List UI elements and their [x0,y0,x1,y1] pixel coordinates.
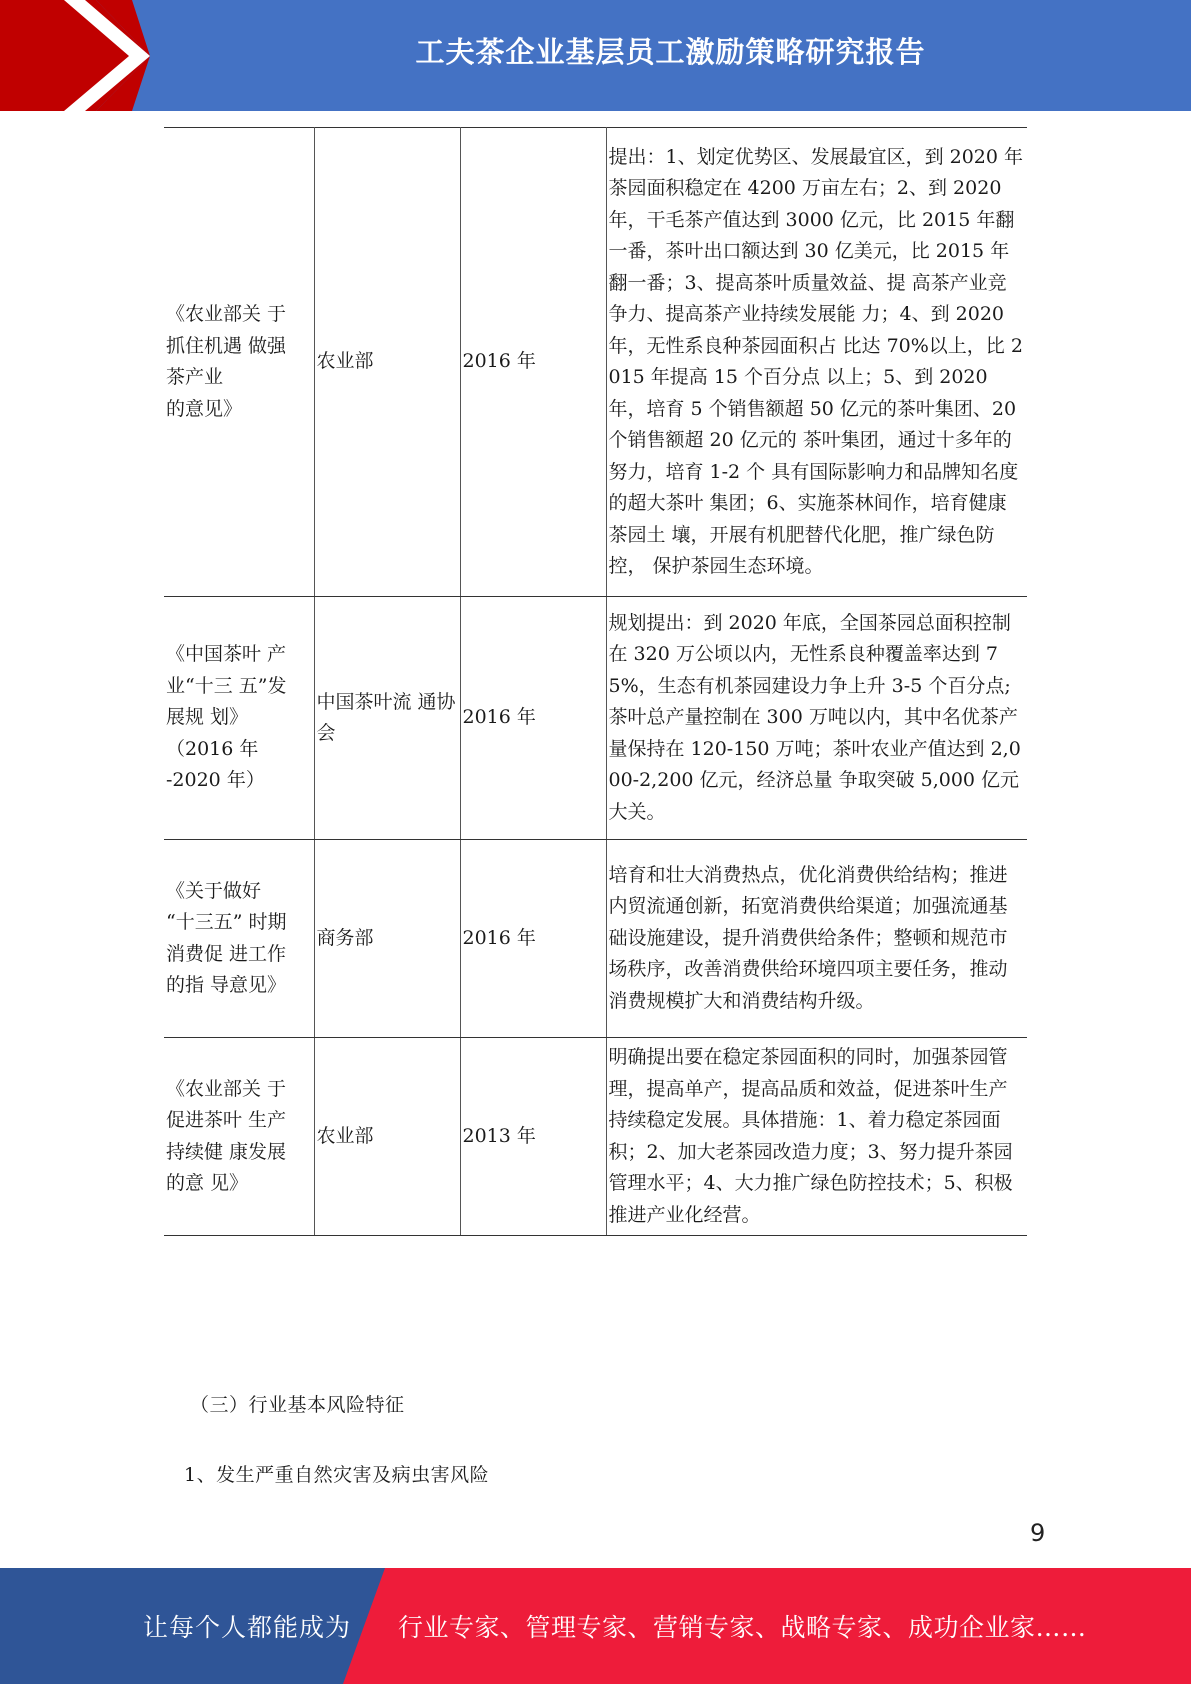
page-footer-banner [0,1568,1191,1684]
page-title: 工夫茶企业基层员工激励策略研究报告 [415,34,926,69]
policy-table [164,127,1027,1236]
year-cell: 2016 年 [460,840,606,1038]
footer-slogan-right: 行业专家、管理专家、营销专家、战略专家、成功企业家…… [398,1613,1087,1642]
policy-title-cell: 《中国茶叶 产 业“十三 五”发 展规 划》 （2016 年 -2020 年） [164,597,314,840]
subsection-heading: 1、发生严重自然灾害及病虫害风险 [184,1464,490,1486]
policy-content-cell: 提出：1、划定优势区、发展最宜区，到 2020 年茶园面积稳定在 4200 万亩左右；2、到 2020 年，干毛茶产值达到 3000 亿元，比 2015 年翻一番，茶叶出口额达到 30 亿美元，比 2015 年翻一番；3、提高茶叶质量效益、提 高茶产业竞争力、提高茶产业持续发展能 力；4、到 2020 年，无性系良种茶园面积占 比达 70%以上，比 2015 年提高 15 个百分点 以上；5、到 2020 年，培育 5 个销售额超 50 亿元的茶叶集团、20 个销售额超 20 亿元的 茶叶集团，通过十多年的努力，培育 1-2 个 具有国际影响力和品牌知名度的超大茶叶 集团；6、实施茶林间作，培育健康茶园土 壤，开展有机肥替代化肥，推广绿色防控， 保护茶园生态环境。 [606,128,1027,597]
footer-slogan-left: 让每个人都能成为 [143,1613,352,1642]
issuer-cell: 商务部 [314,840,460,1038]
issuer-cell: 农业部 [314,1038,460,1236]
issuer-cell: 农业部 [314,128,460,597]
policy-title-cell: 《农业部关 于 促进茶叶 生产 持续健 康发展 的意 见》 [164,1038,314,1236]
year-cell: 2016 年 [460,597,606,840]
table-row [164,128,1027,597]
issuer-cell: 中国茶叶流 通协会 [314,597,460,840]
page-header-banner [0,0,1191,111]
section-heading: （三）行业基本风险特征 [190,1394,405,1416]
policy-title-cell: 《农业部关 于 抓住机遇 做强 茶产业 的意见》 [164,128,314,597]
year-cell: 2013 年 [460,1038,606,1236]
policy-content-cell: 规划提出：到 2020 年底，全国茶园总面积控制在 320 万公顷以内，无性系良种覆盖率达到 75%，生态有机茶园建设力争上升 3-5 个百分点;茶叶总产量控制在 300 万吨以内，其中名优茶产量保持在 120-150 万吨；茶叶农业产值达到 2,000-2,200 亿元，经济总量 争取突破 5,000 亿元大关。 [606,597,1027,840]
table-row [164,597,1027,840]
table-row [164,840,1027,1038]
table-row [164,1038,1027,1236]
page-number: 9 [1030,1519,1046,1547]
year-cell: 2016 年 [460,128,606,597]
policy-content-cell: 培育和壮大消费热点，优化消费供给结构；推进内贸流通创新，拓宽消费供给渠道；加强流通基础设施建设，提升消费供给条件；整顿和规范市场秩序，改善消费供给环境四项主要任务，推动消费规模扩大和消费结构升级。 [606,840,1027,1038]
policy-title-cell: 《关于做好 “十三五” 时期 消费促 进工作 的指 导意见》 [164,840,314,1038]
policy-content-cell: 明确提出要在稳定茶园面积的同时，加强茶园管理，提高单产，提高品质和效益，促进茶叶生产持续稳定发展。具体措施：1、着力稳定茶园面积；2、加大老茶园改造力度；3、努力提升茶园管理水平；4、大力推广绿色防控技术；5、积极推进产业化经营。 [606,1038,1027,1236]
